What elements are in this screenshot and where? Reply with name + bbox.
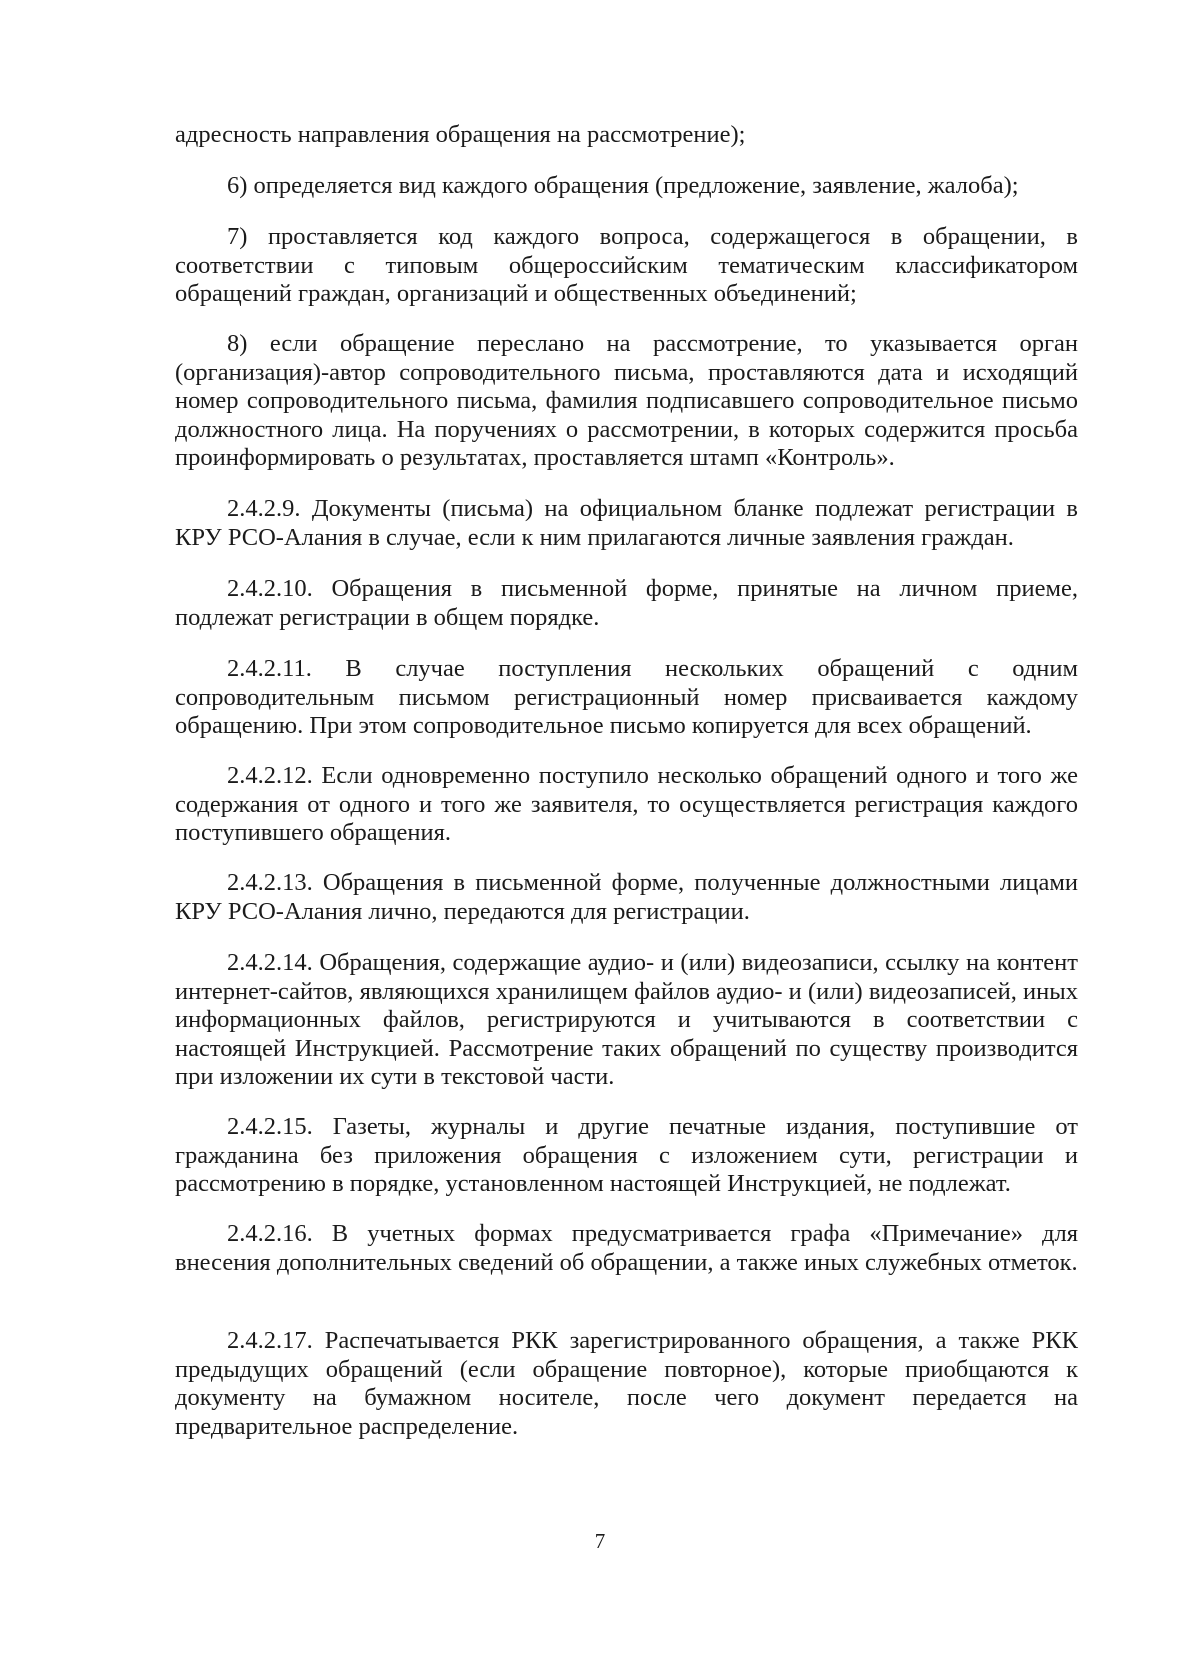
paragraph-2-4-2-11: 2.4.2.11. В случае поступления нескольких обращений с одним сопроводительным письмом регистрационный номер присваивается каждому обращению. При этом сопроводительное письмо копируется для всех обращений. [175,655,1078,740]
paragraph-2-4-2-10: 2.4.2.10. Обращения в письменной форме, принятые на личном приеме, подлежат регистрации в общем порядке. [175,575,1078,631]
paragraph-2-4-2-17: 2.4.2.17. Распечатывается РКК зарегистрированного обращения, а также РКК предыдущих обращений (если обращение повторное), которые приобщаются к документу на бумажном носителе, после чего документ передается на предварительное распределение. [175,1327,1078,1440]
paragraph-continuation: адресность направления обращения на рассмотрение); [175,121,746,148]
paragraph-item-7: 7) проставляется код каждого вопроса, содержащегося в обращении, в соответствии с типовым общероссийским тематическим классификатором обращений граждан, организаций и общественных объединений; [175,223,1078,308]
paragraph-2-4-2-9: 2.4.2.9. Документы (письма) на официальном бланке подлежат регистрации в КРУ РСО-Алания в случае, если к ним прилагаются личные заявления граждан. [175,495,1078,551]
paragraph-2-4-2-16: 2.4.2.16. В учетных формах предусматривается графа «Примечание» для внесения дополнительных сведений об обращении, а также иных служебных отметок. [175,1220,1078,1276]
paragraph-item-6: 6) определяется вид каждого обращения (предложение, заявление, жалоба); [227,172,1019,199]
paragraph-2-4-2-14: 2.4.2.14. Обращения, содержащие аудио- и (или) видеозаписи, ссылку на контент интернет-сайтов, являющихся хранилищем файлов аудио- и (или) видеозаписей, иных информационных файлов, регистрируются и учитываются в соответствии с настоящей Инструкцией. Рассмотрение таких обращений по существу производится при изложении их сути в текстовой части. [175,949,1078,1091]
paragraph-2-4-2-12: 2.4.2.12. Если одновременно поступило несколько обращений одного и того же содержания от одного и того же заявителя, то осуществляется регистрация каждого поступившего обращения. [175,762,1078,847]
page-number: 7 [594,1529,606,1553]
paragraph-item-8: 8) если обращение переслано на рассмотрение, то указывается орган (организация)-автор сопроводительного письма, проставляются дата и исходящий номер сопроводительного письма, фамилия подписавшего сопроводительное письмо должностного лица. На поручениях о рассмотрении, в которых содержится просьба проинформировать о результатах, проставляется штамп «Контроль». [175,330,1078,472]
paragraph-2-4-2-15: 2.4.2.15. Газеты, журналы и другие печатные издания, поступившие от гражданина без приложения обращения с изложением сути, регистрации и рассмотрению в порядке, установленном настоящей Инструкцией, не подлежат. [175,1113,1078,1198]
paragraph-2-4-2-13: 2.4.2.13. Обращения в письменной форме, полученные должностными лицами КРУ РСО-Алания лично, передаются для регистрации. [175,869,1078,925]
